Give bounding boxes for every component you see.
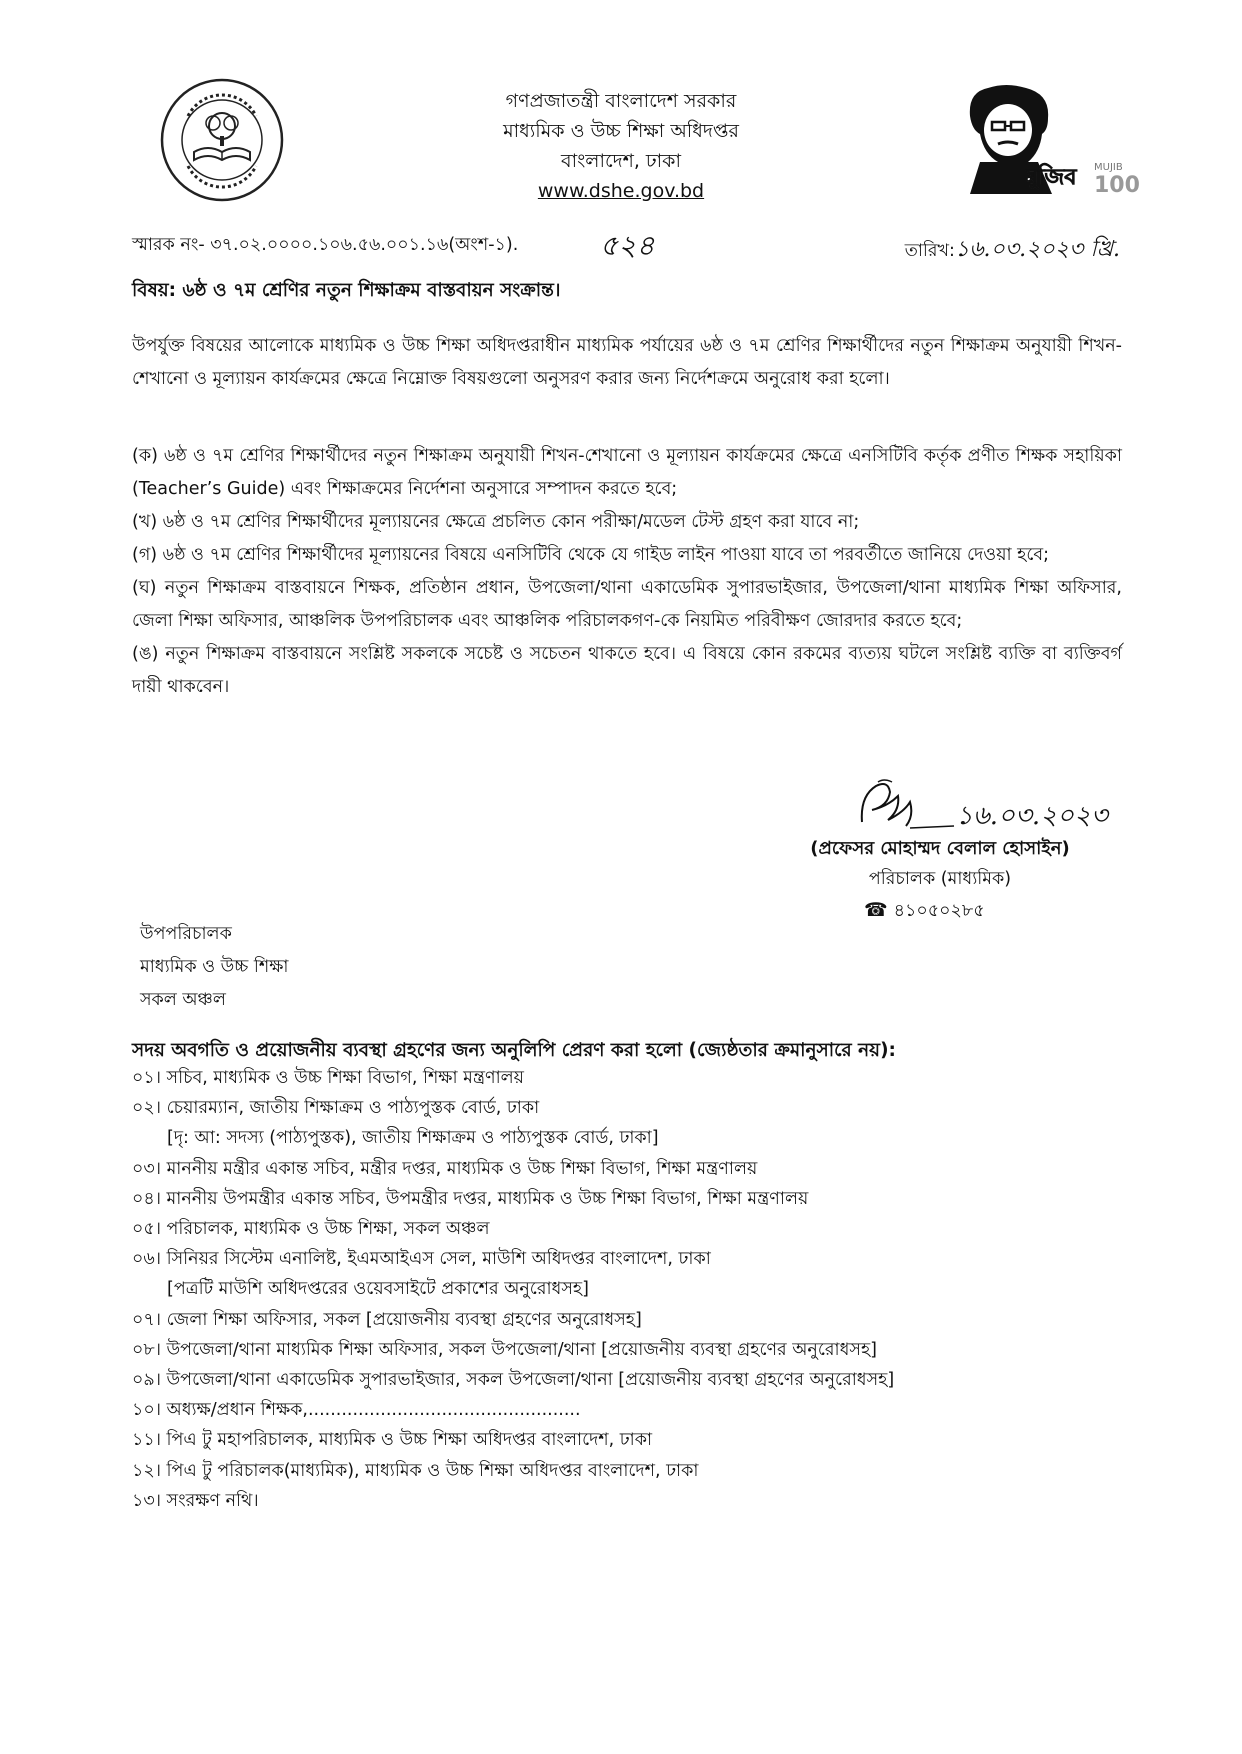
intro-paragraph: উপর্যুক্ত বিষয়ের আলোকে মাধ্যমিক ও উচ্চ শিক্ষা অধিদপ্তরাধীন মাধ্যমিক পর্যায়ের ৬ষ্ঠ ও ৭ম শ্রেণির শিক্ষার্থীদের নতুন শিক্ষাক্রম অনুযায়ী শিখন-শেখানো ও মূল্যায়ন কার্যক্রমের ক্ষেত্রে নিম্নোক্ত বিষয়গুলো অনুসরণ করার জন্য নির্দেশক্রমে অনুরোধ করা হলো। xyxy=(132,336,1122,389)
cc-item: ০৪। মাননীয় উপমন্ত্রীর একান্ত সচিব, উপমন্ত্রীর দপ্তর, মাধ্যমিক ও উচ্চ শিক্ষা বিভাগ, শিক্ষা মন্ত্রণালয় xyxy=(132,1188,809,1209)
cc-item: ০৯। উপজেলা/থানা একাডেমিক সুপারভাইজার, সকল উপজেলা/থানা [প্রয়োজনীয় ব্যবস্থা গ্রহণের অনুরোধসহ] xyxy=(132,1370,895,1391)
date-label: তারিখ: xyxy=(904,241,955,261)
directive-item: (ঘ) নতুন শিক্ষাক্রম বাস্তবায়নে শিক্ষক, প্রতিষ্ঠান প্রধান, উপজেলা/থানা একাডেমিক সুপারভাইজার, উপজেলা/থানা মাধ্যমিক শিক্ষা অফিসার, জেলা শিক্ষা অফিসার, আঞ্চলিক উপপরিচালক এবং আঞ্চলিক পরিচালকগণ-কে নিয়মিত পরিবীক্ষণ জোরদার করতে হবে; xyxy=(132,578,1122,631)
signature xyxy=(858,776,1148,838)
cc-list xyxy=(132,1063,1122,1516)
directive-item: (খ) ৬ষ্ঠ ও ৭ম শ্রেণির শিক্ষার্থীদের মূল্যায়নের ক্ষেত্রে প্রচলিত কোন পরীক্ষা/মডেল টেস্ট গ্রহণ করা যাবে না; xyxy=(132,512,860,532)
signatory-phone xyxy=(864,898,985,927)
cc-item-note: [দৃ: আ: সদস্য (পাঠ্যপুস্তক), জাতীয় শিক্ষাক্রম ও পাঠ্যপুস্তক বোর্ড, ঢাকা] xyxy=(167,1128,659,1149)
cc-item: ১০। অধ্যক্ষ/প্রধান শিক্ষক,................................................. xyxy=(132,1400,581,1421)
recipient-block xyxy=(140,918,289,1017)
cc-item: ০১। সচিব, মাধ্যমিক ও উচ্চ শিক্ষা বিভাগ, শিক্ষা মন্ত্রণালয় xyxy=(132,1068,524,1088)
phone-number: ৪১০৫০২৮৫ xyxy=(893,901,985,921)
subject-line: বিষয়: ৬ষ্ঠ ও ৭ম শ্রেণির নতুন শিক্ষাক্রম বাস্তবায়ন সংক্রান্ত। xyxy=(132,280,561,301)
directive-item: (গ) ৬ষ্ঠ ও ৭ম শ্রেণির শিক্ষার্থীদের মূল্যায়নের বিষয়ে এনসিটিবি থেকে যে গাইড লাইন পাওয়া যাবে তা পরবর্তীতে জানিয়ে দেওয়া হবে; xyxy=(132,545,1049,565)
government-name: গণপ্রজাতন্ত্রী বাংলাদেশ সরকার xyxy=(505,90,737,112)
telephone-icon: ☎ xyxy=(864,899,888,921)
svg-text:100: 100 xyxy=(1094,173,1140,198)
date-value: ১৬.০৩.২০২৩ খ্রি. xyxy=(954,237,1120,262)
svg-text:MUJIB: MUJIB xyxy=(1094,162,1123,173)
cc-item: ১২। পিএ টু পরিচালক(মাধ্যমিক), মাধ্যমিক ও উচ্চ শিক্ষা অধিদপ্তর বাংলাদেশ, ঢাকা xyxy=(132,1460,699,1481)
memo-date xyxy=(905,232,1120,269)
cc-item-note: [পত্রটি মাউশি অধিদপ্তরের ওয়েবসাইটে প্রকাশের অনুরোধসহ] xyxy=(167,1279,589,1300)
cc-item: ০২। চেয়ারম্যান, জাতীয় শিক্ষাক্রম ও পাঠ্যপুস্তক বোর্ড, ঢাকা xyxy=(132,1098,540,1119)
memo-number: স্মারক নং- ৩৭.০২.০০০০.১০৬.৫৬.০০১.১৬(অংশ-১). xyxy=(132,235,519,255)
education-seal-icon xyxy=(158,76,286,204)
cc-item: ০৭। জেলা শিক্ষা অফিসার, সকল [প্রয়োজনীয় ব্যবস্থা গ্রহণের অনুরোধসহ] xyxy=(132,1309,642,1330)
department-name: মাধ্যমিক ও উচ্চ শিক্ষা অধিদপ্তর xyxy=(503,120,739,142)
cc-item: ১১। পিএ টু মহাপরিচালক, মাধ্যমিক ও উচ্চ শিক্ষা অধিদপ্তর বাংলাদেশ, ঢাকা xyxy=(132,1430,653,1451)
department-location: বাংলাদেশ, ঢাকা xyxy=(561,150,681,172)
cc-item: ১৩। সংরক্ষণ নথি। xyxy=(132,1490,259,1511)
signatory-name: (প্রফেসর মোহাম্মদ বেলাল হোসাইন) xyxy=(810,838,1070,859)
directive-item: (ঙ) নতুন শিক্ষাক্রম বাস্তবায়নে সংশ্লিষ্ট সকলকে সচেষ্ট ও সচেতন থাকতে হবে। এ বিষয়ে কোন রকমের ব্যত্যয় ঘটলে সংশ্লিষ্ট ব্যক্তি বা ব্যক্তিবর্গ দায়ী থাকবেন। xyxy=(132,644,1122,697)
cc-heading: সদয় অবগতি ও প্রয়োজনীয় ব্যবস্থা গ্রহণের জন্য অনুলিপি প্রেরণ করা হলো (জ্যেষ্ঠতার ক্রমানুসারে নয়): xyxy=(132,1040,896,1061)
directive-item: (ক) ৬ষ্ঠ ও ৭ম শ্রেণির শিক্ষার্থীদের নতুন শিক্ষাক্রম অনুযায়ী শিখন-শেখানো ও মূল্যায়ন কার্যক্রমের ক্ষেত্রে এনসিটিবি কর্তৃক প্রণীত শিক্ষক সহায়িকা (Teacher’s Guide) এবং শিক্ষাক্রমের নির্দেশনা অনুসারে সম্পাদন করতে হবে; xyxy=(132,446,1122,499)
recipient-line: উপপরিচালক xyxy=(140,924,232,944)
mujib-borsho-logo-icon xyxy=(966,82,1140,198)
recipient-line: সকল অঞ্চল xyxy=(140,990,226,1010)
svg-text:মুজিব: মুজিব xyxy=(1026,165,1077,190)
recipient-line: মাধ্যমিক ও উচ্চ শিক্ষা xyxy=(140,957,289,977)
cc-item: ০৩। মাননীয় মন্ত্রীর একান্ত সচিব, মন্ত্রীর দপ্তর, মাধ্যমিক ও উচ্চ শিক্ষা বিভাগ, শিক্ষা মন্ত্রণালয় xyxy=(132,1158,758,1179)
letterhead xyxy=(421,86,821,206)
directive-list xyxy=(132,440,1122,704)
cc-item: ০৫। পরিচালক, মাধ্যমিক ও উচ্চ শিক্ষা, সকল অঞ্চল xyxy=(132,1219,490,1240)
signatory-title: পরিচালক (মাধ্যমিক) xyxy=(868,869,1012,889)
memo-handwritten-number: ৫২৪ xyxy=(600,229,655,262)
memo-row xyxy=(132,226,1122,260)
cc-item: ০৬। সিনিয়র সিস্টেম এনালিষ্ট, ইএমআইএস সেল, মাউশি অধিদপ্তর বাংলাদেশ, ঢাকা xyxy=(132,1249,711,1270)
website-link[interactable]: www.dshe.gov.bd xyxy=(537,180,705,202)
signature-date: ১৬.০৩.২০২৩ xyxy=(956,801,1108,831)
cc-item: ০৮। উপজেলা/থানা মাধ্যমিক শিক্ষা অফিসার, সকল উপজেলা/থানা [প্রয়োজনীয় ব্যবস্থা গ্রহণের অনুরোধসহ] xyxy=(132,1339,877,1360)
